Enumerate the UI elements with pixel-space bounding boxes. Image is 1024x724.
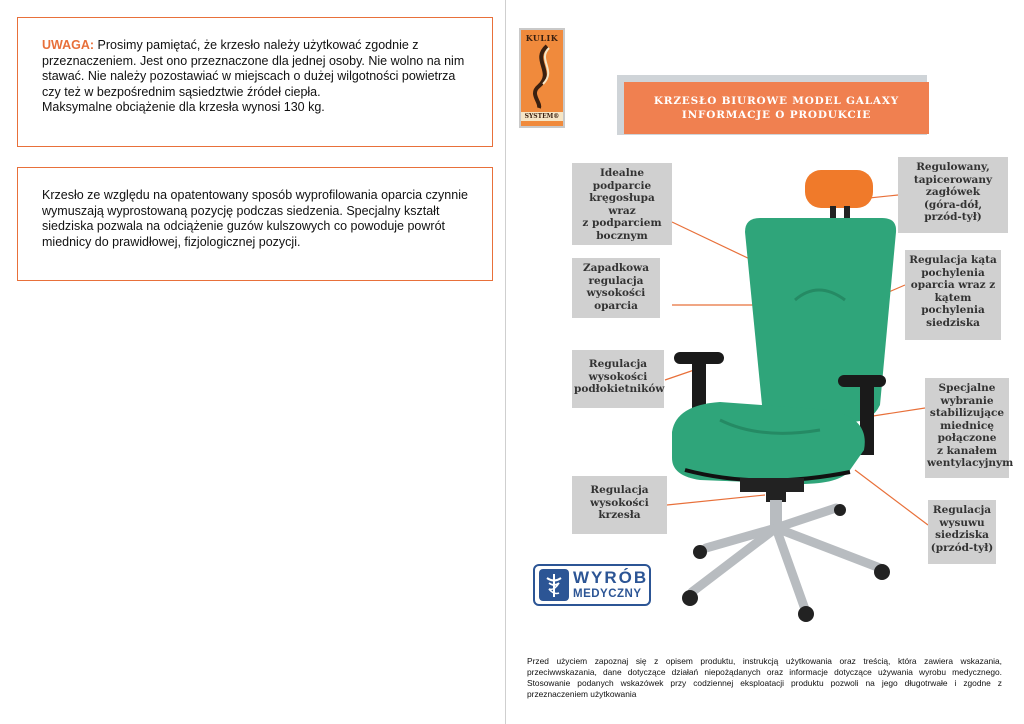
- banner-title: KRZESŁO BIUROWE MODEL GALAXY: [653, 95, 900, 107]
- callout-chair-height: Regulacja wysokości krzesła: [572, 476, 667, 534]
- callout-pelvis-support: Specjalne wybranie stabilizujące miednicę połączone z kanałem wentylacyjnym: [925, 378, 1009, 478]
- badge-subtitle: MEDYCZNY: [573, 588, 642, 600]
- callout-armrest-height: Regulacja wysokości podłokietników: [572, 350, 664, 408]
- callout-lumbar-support: Idealne podparcie kręgosłupa wraz z podparciem bocznym: [572, 163, 672, 245]
- logo-top-text: KULIK: [525, 33, 559, 43]
- warning-text: Prosimy pamiętać, że krzesło należy użytkować zgodnie z przeznaczeniem. Jest ono przeznaczone dla jednej osoby. Nie wolno na nim stawać. Nie należy pozostawiać w miejscach o dużej wilgotności powietrza czy też w bezpośrednim sąsiedztwie źródeł ciepła.: [42, 38, 465, 99]
- medical-device-badge: [533, 564, 651, 606]
- badge-title: WYRÓB: [573, 568, 649, 587]
- max-load-text: Maksymalne obciążenie dla krzesła wynosi 130 kg.: [42, 100, 325, 114]
- usage-footnote: Przed użyciem zapoznaj się z opisem produktu, instrukcją użytkowania oraz treścią, która zawiera wskazania, przeciwwskazania, dane dotyczące działań niepożądanych oraz informacje dotyczące używania wyrobu medycznego. Stosowanie podanych wskazówek przy codziennej eksploatacji produktu pozwoli na jego długotrwałe i zgodne z przeznaczeniem użytkowania: [527, 656, 1002, 699]
- callout-headrest: Regulowany, tapicerowany zagłówek (góra-dół, przód-tył): [898, 157, 1008, 233]
- banner-subtitle: INFORMACJE O PRODUKCIE: [681, 109, 872, 121]
- callout-backrest-height: Zapadkowa regulacja wysokości oparcia: [572, 258, 660, 318]
- warning-label: UWAGA:: [42, 38, 95, 52]
- callout-seat-depth: Regulacja wysuwu siedziska (przód-tył): [928, 500, 996, 564]
- info-text: Krzesło ze względu na opatentowany sposób wyprofilowania oparcia czynnie wymuszają wyprostowaną pozycję podczas siedzenia. Specjalny kształt siedziska pozwala na odciążenie guzów kulszowych co powoduje powrót miednicy do prawidłowej, fizjologicznej pozycji.: [42, 188, 468, 249]
- callout-tilt: Regulacja kąta pochylenia oparcia wraz z kątem pochylenia siedziska: [905, 250, 1001, 340]
- logo-bottom-text: SYSTEM®: [521, 112, 563, 121]
- caduceus-icon: [539, 569, 569, 601]
